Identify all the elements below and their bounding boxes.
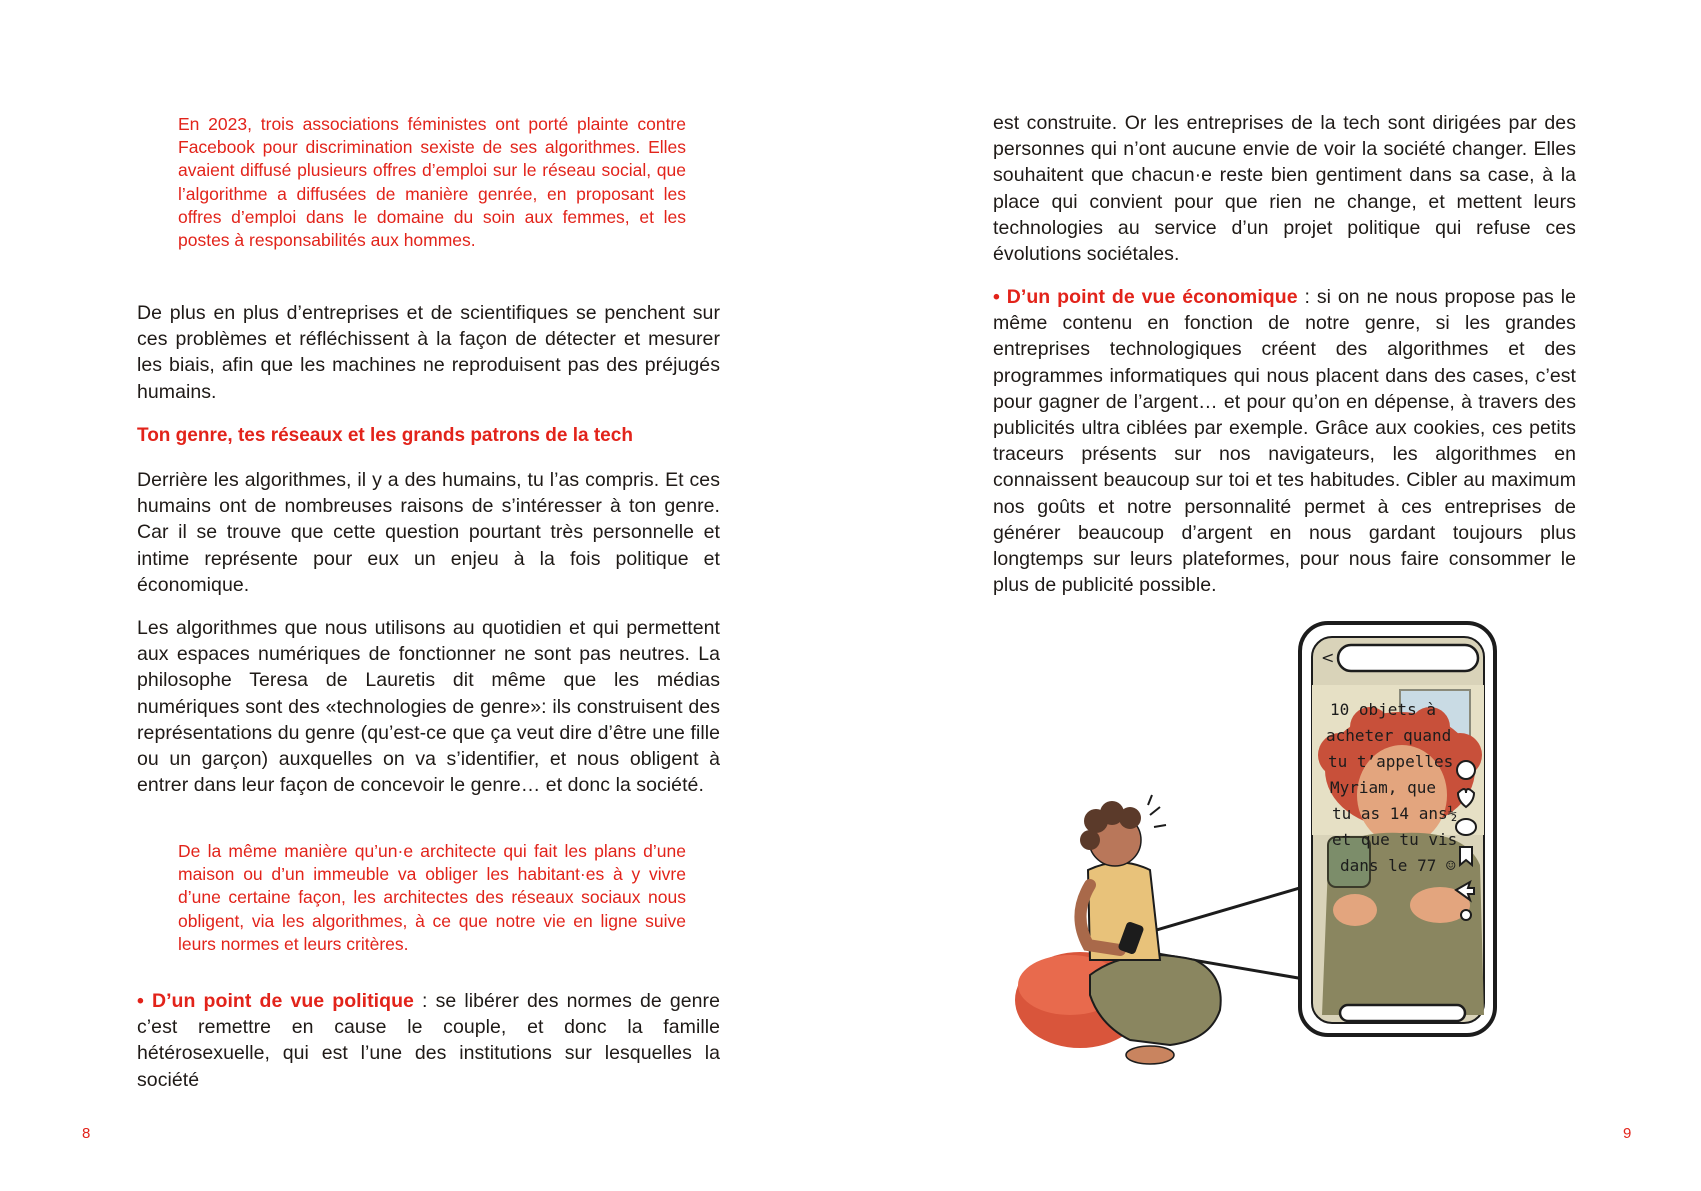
quote-architect-analogy: De la même manière qu’un·e architecte qui fait les plans d’une maison ou d’un immeuble va obliger les habitant·es à y vivre d’une certaine façon, les architectes des réseaux sociaux nous obligent, via les algorithmes, à ce que notre vie en ligne suive leurs normes et leurs critères. (178, 841, 686, 954)
paragraph-society-built: est construite. Or les entreprises de la tech sont dirigées par des personnes qui n’ont aucune envie de voir la société changer. Elles souhaitent que chacun·e reste bien gentiment dans sa case, à la place qui convient pour que rien ne change, et mettent leurs technologies au service d’un projet politique qui refuse ces évolutions sociétales. (993, 112, 1576, 266)
paragraph-humans-behind-algorithms: Derrière les algorithmes, il y a des humains, tu l’as compris. Et ces humains ont de nombreuses raisons de s’intéresser à ton genre. Car il se trouve que cette question pourtant très personnelle et intime représente pour eux un enjeu à la fois politique et économique. (137, 469, 720, 596)
paragraph-bias-research: De plus en plus d’entreprises et de scientifiques se penchent sur ces problèmes et réfléchissent à la façon de détecter et mesurer les biais, afin que les machines ne reproduisent pas des préjugés humains. (137, 302, 720, 403)
page-number-right: 9 (1623, 1125, 1632, 1142)
illustration-girl-with-phone (1010, 615, 1570, 1095)
caption-line: 10 objets à (1330, 700, 1436, 719)
bullet-political-text: : se libérer des normes de genre c’est remettre en cause le couple, et donc la famille hétérosexuelle, qui est l’une des institutions sur lesquelles la société (137, 990, 720, 1091)
caption-line: tu t’appelles (1328, 752, 1454, 771)
bullet-political (137, 988, 720, 1093)
chevron-left-icon: < (1321, 648, 1335, 667)
left-page (0, 0, 850, 1191)
plus-icon (1457, 761, 1475, 779)
caption-line: acheter quand (1326, 726, 1452, 745)
bullet-economic-text: : si on ne nous propose pas le même contenu en fonction de notre genre, si les grandes entreprises technologiques créent des algorithmes et des programmes informatiques qui nous placent dans des cases, c’est pour gagner de l’argent… et pour qu’on en dépense, à travers des publicités ultra ciblées par exemple. Grâce aux cookies, ces petits traceurs présents sur nos navigateurs, les algorithmes en connaissent beaucoup sur toi et tes habitudes. Cibler au maximum nos goûts et notre personnalité permet à ces entreprises de générer beaucoup d’argent en nous gardant toujours plus longtemps sur leurs plateformes, pour nous faire consommer le plus de publicité possible. (993, 286, 1576, 597)
comment-icon (1456, 819, 1476, 835)
paragraph-technologies-of-gender: Les algorithmes que nous utilisons au quotidien et qui permettent aux espaces numériques de fonctionner ne sont pas neutres. La philosophe Teresa de Lauretis dit même que les médias numériques sont des «technologies de genre»: ils construisent des représentations du genre (qu’est-ce que ça veut dire d’être une fille ou un garçon) auxquelles on va s’identifier, et nous obligent à entrer dans leur façon de concevoir le genre… et donc la société. (137, 617, 720, 797)
caption-line: et que tu vis (1332, 830, 1458, 849)
caption-line: Myriam, que (1330, 778, 1436, 797)
page-number-left: 8 (82, 1125, 91, 1142)
bullet-economic-label: • D’un point de vue économique (993, 286, 1298, 308)
bullet-political-label: • D’un point de vue politique (137, 990, 414, 1012)
caption-line: dans le 77 ☺ (1340, 856, 1456, 875)
bullet-economic (993, 284, 1576, 598)
quote-facebook-complaint: En 2023, trois associations féministes ont porté plainte contre Facebook pour discrimination sexiste de ses algorithmes. Elles avaient diffusé plusieurs offres d’emploi sur le réseau social, que l’algorithme a diffusées de manière genrée, en proposant les offres d’emploi dans le domaine du soin aux femmes, et les postes à responsabilités aux hommes. (178, 114, 686, 251)
more-icon (1461, 910, 1471, 920)
caption-line: tu as 14 ans½ (1332, 804, 1458, 823)
section-heading: Ton genre, tes réseaux et les grands patrons de la tech (137, 425, 633, 446)
